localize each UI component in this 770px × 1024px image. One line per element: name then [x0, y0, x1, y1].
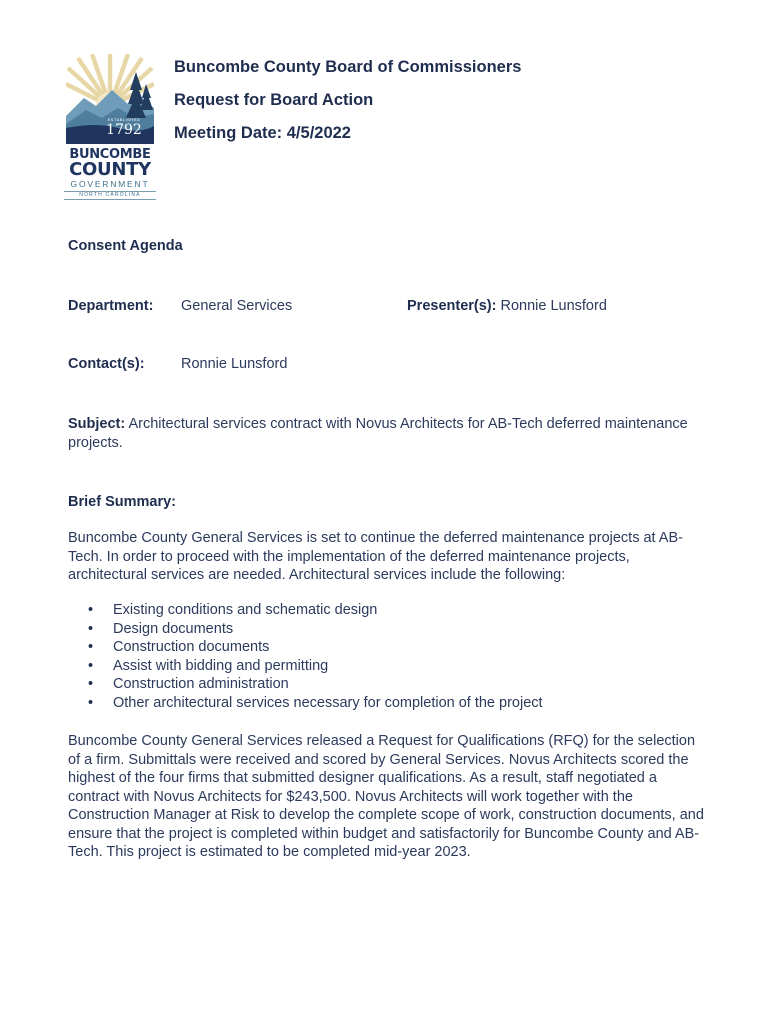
logo-year: 1792: [106, 122, 142, 138]
document-header: [174, 57, 521, 156]
mountain-sun-emblem-icon: [66, 54, 154, 144]
subject-label: Subject:: [68, 416, 126, 432]
summary-paragraph-2: Buncombe County General Services released a Request for Qualifications (RFQ) for the selection of a firm. Submittals were received and scored by General Services. Novus Architects scored the highest of the four firms that submitted designer qualifications. As a result, staff negotiated a contract with Novus Architects for $243,500. Novus Architects will work together with the Construction Manager at Risk to develop the complete scope of work, construction documents, and ensure that the project is completed within budget and satisfactorily for Buncombe County and AB-Tech. This project is estimated to be completed mid-year 2023.: [68, 733, 704, 860]
contact-label: Contact(s):: [68, 356, 145, 372]
presenter-value: Ronnie Lunsford: [500, 298, 607, 314]
subject-text: Architectural services contract with Novus Architects for AB-Tech deferred maintenance projects.: [68, 416, 688, 451]
agenda-type: Consent Agenda: [68, 238, 183, 254]
logo-established: ESTABLISHED: [107, 117, 141, 122]
doc-type: Request for Board Action: [174, 91, 374, 109]
contact-value: Ronnie Lunsford: [181, 356, 288, 372]
org-title: Buncombe County Board of Commissioners: [174, 58, 522, 76]
subject-section: [68, 415, 688, 452]
list-item: • Other architectural services necessary for completion of the project: [88, 694, 543, 713]
department-label: Department:: [68, 298, 154, 314]
department-value: General Services: [181, 298, 293, 314]
list-item: • Existing conditions and schematic design: [88, 601, 543, 620]
list-item: • Assist with bidding and permitting: [88, 657, 543, 676]
logo-name-county: COUNTY: [69, 159, 151, 180]
county-logo: [64, 54, 156, 200]
logo-state: NORTH CAROLINA: [64, 191, 156, 200]
logo-name-buncombe: BUNCOMBE: [69, 147, 151, 162]
list-item: • Construction administration: [88, 675, 543, 694]
list-item: • Design documents: [88, 620, 543, 639]
presenter-field: [407, 297, 607, 316]
summary-heading: Brief Summary:: [68, 494, 176, 510]
logo-name-government: GOVERNMENT: [70, 179, 150, 189]
summary-paragraph-1: Buncombe County General Services is set to continue the deferred maintenance projects at AB-Tech. In order to proceed with the implementation of the deferred maintenance projects, architectural services are needed. Architectural services include the following:: [68, 530, 683, 583]
presenter-label: Presenter(s):: [407, 298, 497, 314]
services-list: [88, 601, 543, 712]
list-item: • Construction documents: [88, 638, 543, 657]
meeting-date: Meeting Date: 4/5/2022: [174, 124, 351, 142]
